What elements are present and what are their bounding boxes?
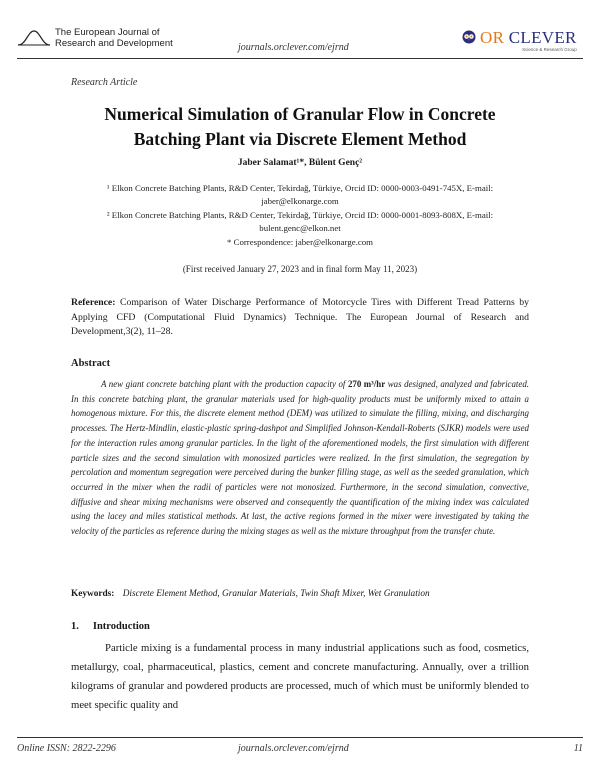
journal-logo	[17, 27, 173, 49]
abstract-text	[71, 377, 529, 539]
affiliation-1-line1: ¹ Elkon Concrete Batching Plants, R&D Center, Tekirdağ, Türkiye, Orcid ID: 0000-0003-0491-745X, E-mail:	[106, 183, 494, 193]
bell-curve-icon	[17, 28, 51, 48]
publisher-or: OR	[480, 28, 505, 47]
article-type: Research Article	[71, 77, 138, 88]
publisher-logo	[462, 30, 577, 52]
abstract-text-before: A new giant concrete batching plant with the production capacity of	[101, 379, 348, 389]
reference-block	[71, 296, 529, 340]
journal-url[interactable]: journals.orclever.com/ejrnd	[238, 42, 349, 53]
title-line1: Numerical Simulation of Granular Flow in Concrete	[104, 104, 496, 124]
section-title: Introduction	[92, 621, 150, 632]
publisher-wordmark	[480, 30, 577, 52]
header-divider	[17, 58, 583, 59]
page-title	[60, 102, 540, 152]
keywords-label: Keywords:	[71, 589, 115, 599]
footer-issn: Online ISSN: 2822-2296	[17, 743, 116, 754]
publisher-clever: CLEVER	[508, 28, 577, 47]
title-line2: Batching Plant via Discrete Element Method	[133, 129, 467, 149]
abstract-heading: Abstract	[71, 358, 111, 369]
authors: Jaber Salamat¹*, Bülent Genç²	[237, 158, 363, 168]
introduction-paragraph: Particle mixing is a fundamental process in many industrial applications such as food, cosmetics, metallurgy, coal, pharmaceutical, plastics, cement and concrete manufacturing. Annually, over a trillion kilograms of granular and powdered products are processed, much of which must be uniformly blended to meet specific quality and	[71, 642, 529, 711]
received-dates: (First received January 27, 2023 and in final form May 11, 2023)	[182, 264, 418, 274]
keywords	[71, 589, 529, 599]
affiliation-2-line1: ² Elkon Concrete Batching Plants, R&D Center, Tekirdağ, Türkiye, Orcid ID: 0000-0001-8093-808X, E-mail:	[106, 210, 494, 220]
page-header	[0, 0, 600, 62]
footer-divider	[17, 737, 583, 738]
page-number: 11	[573, 743, 583, 754]
affiliation-1	[60, 182, 540, 208]
affiliation-1-line2: jaber@elkonarge.com	[261, 196, 339, 206]
owl-icon	[462, 30, 476, 44]
section-number: 1.	[71, 621, 79, 632]
keywords-values: Discrete Element Method, Granular Materials, Twin Shaft Mixer, Wet Granulation	[122, 589, 430, 599]
journal-name	[55, 27, 173, 49]
journal-name-line2: Research and Development	[55, 38, 173, 49]
production-capacity: 270 m³/hr	[347, 379, 386, 389]
section-heading-introduction	[71, 621, 150, 632]
affiliation-2	[60, 209, 540, 235]
publisher-subtitle: Science & Research Group	[522, 47, 577, 52]
abstract-text-after: was designed, analyzed and fabricated. In this concrete batching plant, the granular materials used for high-quality products must be uniformly mixed to attain a homogenous mixture. For this, the discrete element method (DEM) was utilized to simulate the filling, mixing, and discharging processes. The Hertz-Mindlin, elastic-plastic spring-dashpot and Simplified Johnson-Kendall-Roberts (SJKR) models were used for the interaction rules among granular particles. In the light of the aforementioned models, the first simulation with different particle sizes and the second simulation with monosized particles were realized. In the first simulation, the segregation by percolation and momentum segregation were perceived during the bunker filling stage, as well as the seeded granulation, which occurred in the mixer when the radii of particles were not monosized. Furthermore, in the second simulation, convective, diffusive and shear mixing mechanisms were observed and consequently the quantification of the mixing index was calculated using the lacey and miles statistical methods. At last, the active regions formed in the mixer were investigated by taking the velocity of the particles as reference during the mixing stages as well as the mixture throughput from the transfer chute.	[71, 379, 529, 537]
journal-name-line1: The European Journal of	[55, 27, 160, 38]
footer-url[interactable]: journals.orclever.com/ejrnd	[238, 743, 349, 754]
affiliation-2-line2: bulent.genc@elkon.net	[259, 223, 341, 233]
reference-text: Comparison of Water Discharge Performance of Motorcycle Tires with Different Tread Patterns by Applying CFD (Computational Fluid Dynamics) Technique. The European Journal of Research and Development,3(2), 11–28.	[71, 297, 529, 337]
correspondence: * Correspondence: jaber@elkonarge.com	[227, 237, 373, 247]
reference-label: Reference:	[71, 297, 116, 308]
